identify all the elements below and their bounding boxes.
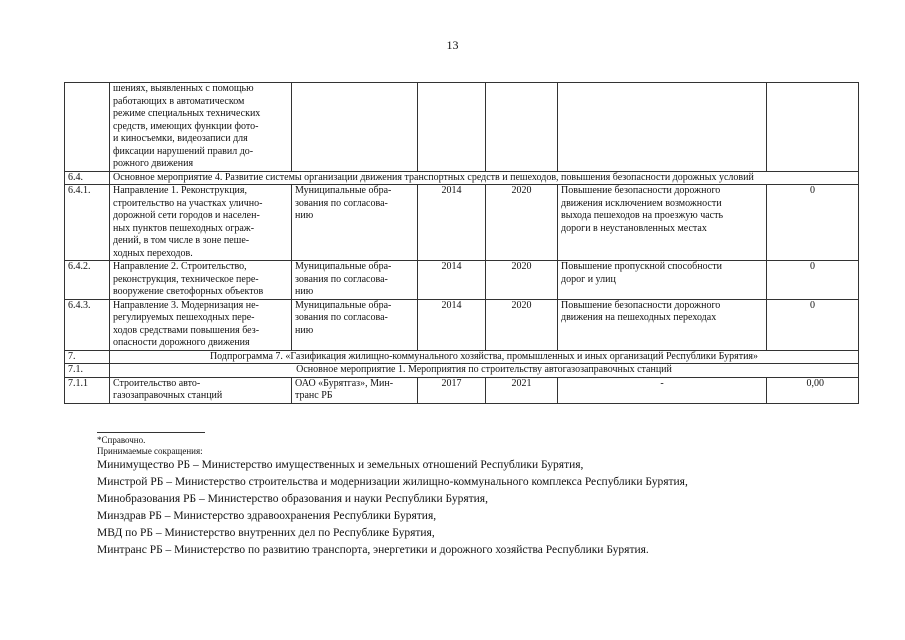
cell-text-line: вооружение светофорных объектов (113, 286, 264, 297)
cell-text-line: Муниципальные обра- (295, 185, 392, 196)
cell-text-line: ОАО «Бурятгаз», Мин- (295, 377, 394, 389)
executor-cell (292, 185, 418, 261)
value-cell: 0,00 (767, 377, 859, 403)
end-year-cell: 2020 (486, 185, 558, 261)
cell-text-line: выхода пешеходов на проезжую часть (561, 210, 724, 221)
cell-text-line: Повышение пропускной способности (561, 261, 722, 272)
footnote-divider (97, 432, 205, 433)
abbreviation-item: Минтранс РБ – Министерство по развитию транспорта, энергетики и дорожного хозяйства Республики Бурятия. (97, 544, 649, 556)
cell-text-line: режиме специальных технических (113, 108, 261, 119)
cell-text-line: транс РБ (295, 390, 333, 401)
table-row (65, 299, 859, 350)
cell-text-line: движения на пешеходных переходах (561, 312, 717, 323)
cell-text-line: фиксации нарушений правил до- (113, 145, 254, 157)
cell-text-line: шениях, выявленных с помощью (113, 83, 254, 94)
cell-text-line: дороги в неустановленных местах (561, 222, 707, 234)
start-year-cell: 2017 (418, 377, 486, 403)
cell-text-line: газозаправочных станций (113, 390, 223, 401)
row-number-cell: 6.4.2. (65, 261, 110, 300)
end-year-cell: 2020 (486, 299, 558, 350)
table-row (65, 171, 859, 185)
executor-cell (292, 261, 418, 300)
cell-text-line: строительство на участках улично- (113, 197, 263, 209)
cell-text-line: зования по согласова- (295, 273, 388, 285)
measure-name-cell (110, 185, 292, 261)
expected-result-cell (558, 261, 767, 300)
cell-text-line: Повышение безопасности дорожного (561, 185, 721, 196)
cell-text-line: дорог и улиц (561, 273, 616, 285)
table-row (65, 83, 859, 172)
cell-text-line: регулируемых пешеходных пере- (113, 312, 255, 323)
row-number-cell (65, 83, 110, 172)
expected-result-cell (558, 185, 767, 261)
cell-text-line: дорожной сети городов и населен- (113, 210, 260, 221)
abbreviation-item: МВД по РБ – Министерство внутренних дел по Республике Бурятия, (97, 527, 435, 539)
cell-text-line: работающих в автоматическом (113, 95, 245, 107)
cell-text-line: ходов средствами повышения без- (113, 324, 260, 336)
value-cell: 0 (767, 261, 859, 300)
cell-text-line: Строительство авто- (113, 377, 201, 389)
cell-text-line: нию (295, 210, 314, 221)
cell-text-line: зования по согласова- (295, 197, 388, 209)
cell-text-line: нию (295, 286, 314, 297)
executor-cell (292, 377, 418, 403)
cell-text-line: Муниципальные обра- (295, 261, 392, 272)
main-measure-cell: Основное мероприятие 1. Мероприятия по строительству автогазозаправочных станций (110, 364, 859, 378)
abbreviations-list (97, 457, 877, 559)
expected-result-cell (558, 299, 767, 350)
cell-text-line: ных пунктов пешеходных ограж- (113, 222, 255, 234)
end-year-cell: 2020 (486, 261, 558, 300)
program-measures-table (64, 82, 859, 404)
cell-text-line: Повышение безопасности дорожного (561, 299, 721, 311)
cell-text-line: Направление 3. Модернизация не- (113, 299, 259, 311)
abbreviation-item: Минздрав РБ – Министерство здравоохранения Республики Бурятия, (97, 510, 437, 522)
start-year-cell: 2014 (418, 261, 486, 300)
measure-name-cell (110, 299, 292, 350)
abbreviation-item: Минстрой РБ – Министерство строительства и модернизации жилищно-коммунального комплекса Республики Бурятия, (97, 476, 688, 488)
measure-name-cell (110, 83, 292, 172)
cell-text-line: зования по согласова- (295, 312, 388, 323)
measure-name-cell (110, 261, 292, 300)
start-year-cell: 2014 (418, 299, 486, 350)
row-number-cell: 7. (65, 350, 110, 364)
cell-text-line: Муниципальные обра- (295, 299, 392, 311)
cell-text-line: опасности дорожного движения (113, 337, 250, 348)
cell-text-line: Направление 1. Реконструкция, (113, 185, 248, 196)
table-row (65, 377, 859, 403)
abbreviation-item: Минобразования РБ – Министерство образования и науки Республики Бурятия, (97, 493, 488, 505)
value-cell: 0 (767, 299, 859, 350)
row-number-cell: 6.4.3. (65, 299, 110, 350)
cell-text-line: нию (295, 324, 314, 336)
cell-text-line: движения исключением возможности (561, 197, 722, 209)
cell-text-line: реконструкция, техническое пере- (113, 273, 259, 285)
table-row (65, 261, 859, 300)
value-cell: 0 (767, 185, 859, 261)
abbreviation-item: Минимущество РБ – Министерство имущественных и земельных отношений Республики Бурятия, (97, 459, 584, 471)
executor-cell (292, 299, 418, 350)
notes-section (97, 432, 877, 559)
abbreviations-heading: Принимаемые сокращения: (97, 446, 203, 456)
start-year-cell: 2014 (418, 185, 486, 261)
cell-text-line: и киносъемки, видеозаписи для (113, 133, 248, 144)
row-number-cell: 6.4. (65, 171, 110, 185)
row-number-cell: 6.4.1. (65, 185, 110, 261)
cell-text-line: средств, имеющих функции фото- (113, 120, 259, 132)
subprogram-cell: Подпрограмма 7. «Газификация жилищно-коммунального хозяйства, промышленных и иных организаций Республики Бурятия» (110, 350, 859, 364)
cell-text-line: рожного движения (113, 158, 194, 169)
end-year-cell: 2021 (486, 377, 558, 403)
cell-text-line: Направление 2. Строительство, (113, 261, 247, 272)
table-row (65, 185, 859, 261)
expected-result-cell: - (558, 377, 767, 403)
row-number-cell: 7.1.1 (65, 377, 110, 403)
cell-text-line: дений, в том числе в зоне пеше- (113, 235, 250, 246)
footnote: *Справочно. (97, 435, 146, 445)
measure-name-cell (110, 377, 292, 403)
cell-text-line: ходных переходов. (113, 247, 193, 259)
row-number-cell: 7.1. (65, 364, 110, 378)
table-row (65, 350, 859, 364)
table-row (65, 364, 859, 378)
main-measure-cell: Основное мероприятие 4. Развитие системы организации движения транспортных средств и пешеходов, повышения безопасности дорожных условий (110, 171, 859, 185)
page-number: 13 (446, 38, 459, 52)
